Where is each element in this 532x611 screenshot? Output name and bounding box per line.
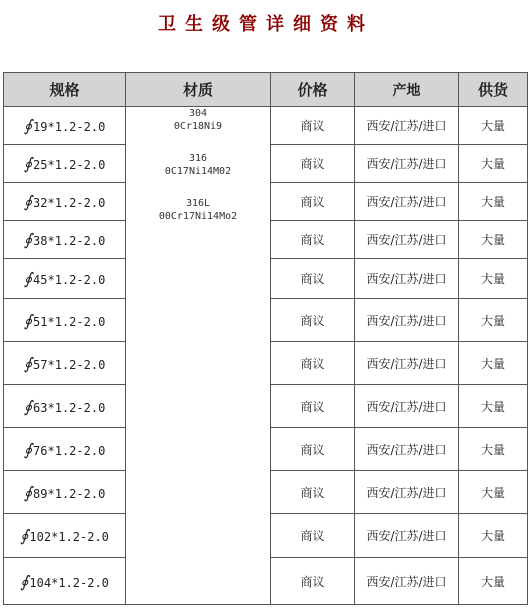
- header-origin: 产地: [355, 73, 459, 107]
- diameter-symbol: ∮: [23, 192, 33, 211]
- origin-cell: 西安/江苏/进口: [355, 221, 459, 259]
- material-item: [126, 197, 270, 223]
- table-row: [4, 107, 528, 145]
- price-cell: 商议: [271, 558, 355, 605]
- material-grade: 316: [188, 153, 208, 164]
- price-cell: 商议: [271, 471, 355, 514]
- price-cell: 商议: [271, 342, 355, 385]
- spec-value: 25*1.2-2.0: [33, 158, 106, 172]
- spec-value: 57*1.2-2.0: [33, 357, 106, 372]
- spec-cell: [4, 342, 126, 385]
- spec-cell: [4, 183, 126, 221]
- spec-value: 19*1.2-2.0: [33, 120, 106, 134]
- diameter-symbol: ∮: [23, 396, 33, 416]
- material-item: [126, 107, 270, 133]
- origin-cell: 西安/江苏/进口: [355, 342, 459, 385]
- spec-value: 38*1.2-2.0: [33, 234, 106, 248]
- origin-cell: 西安/江苏/进口: [355, 145, 459, 183]
- diameter-symbol: ∮: [23, 439, 33, 459]
- spec-value: 45*1.2-2.0: [33, 273, 106, 287]
- supply-cell: 大量: [459, 259, 528, 299]
- supply-cell: 大量: [459, 514, 528, 558]
- spec-value: 89*1.2-2.0: [33, 486, 106, 501]
- header-supply: 供货: [459, 73, 528, 107]
- origin-cell: 西安/江苏/进口: [355, 385, 459, 428]
- price-cell: 商议: [271, 107, 355, 145]
- diameter-symbol: ∮: [23, 269, 33, 288]
- diameter-symbol: ∮: [20, 526, 29, 545]
- spec-cell: [4, 385, 126, 428]
- price-cell: 商议: [271, 299, 355, 342]
- origin-cell: 西安/江苏/进口: [355, 514, 459, 558]
- material-composition: 0C17Ni14M02: [164, 166, 232, 177]
- spec-cell: [4, 259, 126, 299]
- spec-cell: [4, 107, 126, 145]
- supply-cell: 大量: [459, 299, 528, 342]
- diameter-symbol: ∮: [23, 230, 33, 249]
- material-cell: [126, 107, 271, 605]
- origin-cell: 西安/江苏/进口: [355, 299, 459, 342]
- supply-cell: 大量: [459, 385, 528, 428]
- material-item: [126, 152, 270, 178]
- diameter-symbol: ∮: [20, 571, 29, 591]
- origin-cell: 西安/江苏/进口: [355, 183, 459, 221]
- material-composition: 00Cr17Ni14Mo2: [158, 211, 238, 222]
- diameter-symbol: ∮: [23, 116, 33, 135]
- spec-cell: [4, 145, 126, 183]
- diameter-symbol: ∮: [23, 482, 33, 502]
- origin-cell: 西安/江苏/进口: [355, 107, 459, 145]
- spec-table: [3, 72, 528, 605]
- spec-value: 102*1.2-2.0: [29, 530, 109, 544]
- material-grade: 304: [188, 108, 208, 119]
- price-cell: 商议: [271, 145, 355, 183]
- header-material: 材质: [126, 73, 271, 107]
- spec-cell: [4, 471, 126, 514]
- diameter-symbol: ∮: [23, 154, 33, 173]
- material-grade: 316L: [185, 198, 211, 209]
- supply-cell: 大量: [459, 183, 528, 221]
- origin-cell: 西安/江苏/进口: [355, 471, 459, 514]
- price-cell: 商议: [271, 428, 355, 471]
- origin-cell: 西安/江苏/进口: [355, 558, 459, 605]
- supply-cell: 大量: [459, 145, 528, 183]
- header-price: 价格: [271, 73, 355, 107]
- spec-value: 76*1.2-2.0: [33, 443, 106, 458]
- origin-cell: 西安/江苏/进口: [355, 259, 459, 299]
- supply-cell: 大量: [459, 558, 528, 605]
- spec-cell: [4, 514, 126, 558]
- price-cell: 商议: [271, 514, 355, 558]
- supply-cell: 大量: [459, 471, 528, 514]
- header-spec: 规格: [4, 73, 126, 107]
- price-cell: 商议: [271, 221, 355, 259]
- diameter-symbol: ∮: [23, 353, 33, 373]
- spec-cell: [4, 221, 126, 259]
- spec-value: 51*1.2-2.0: [33, 314, 106, 329]
- price-cell: 商议: [271, 183, 355, 221]
- spec-cell: [4, 428, 126, 471]
- spec-value: 32*1.2-2.0: [33, 196, 106, 210]
- diameter-symbol: ∮: [23, 310, 33, 330]
- material-composition: 0Cr18Ni9: [173, 121, 223, 132]
- origin-cell: 西安/江苏/进口: [355, 428, 459, 471]
- table-header-row: [4, 73, 528, 107]
- spec-cell: [4, 558, 126, 605]
- supply-cell: 大量: [459, 428, 528, 471]
- price-cell: 商议: [271, 259, 355, 299]
- page-title: 卫生级管详细资料: [158, 14, 374, 35]
- supply-cell: 大量: [459, 107, 528, 145]
- supply-cell: 大量: [459, 221, 528, 259]
- price-cell: 商议: [271, 385, 355, 428]
- spec-value: 104*1.2-2.0: [29, 575, 109, 590]
- spec-cell: [4, 299, 126, 342]
- spec-value: 63*1.2-2.0: [33, 400, 106, 415]
- supply-cell: 大量: [459, 342, 528, 385]
